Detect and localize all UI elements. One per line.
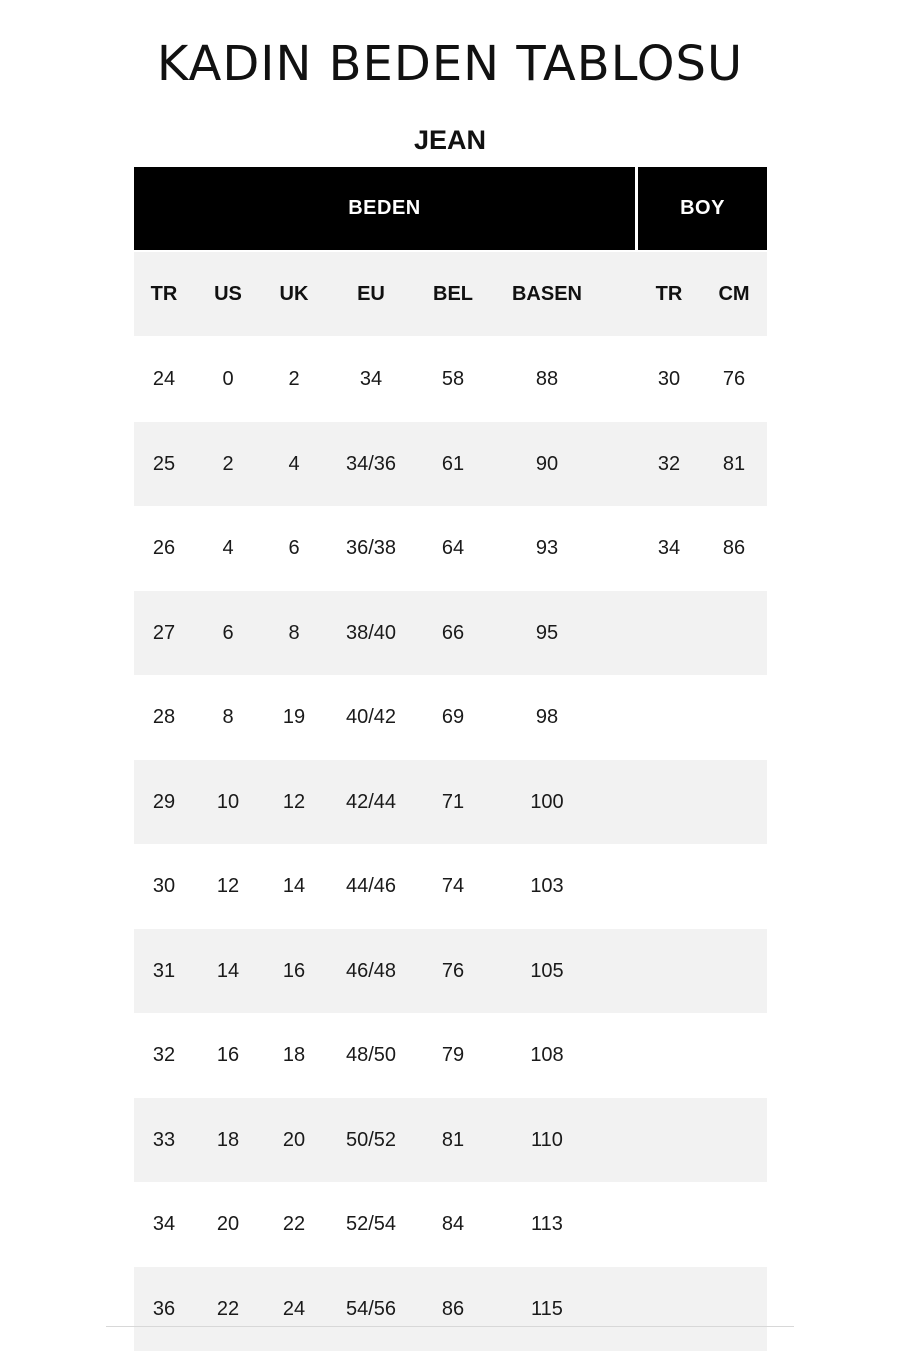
cell-eu: 54/56 xyxy=(345,1298,397,1320)
table-row xyxy=(134,422,767,506)
cell-boy-tr xyxy=(639,844,699,928)
cell-uk: 19 xyxy=(282,706,306,728)
cell-us: 6 xyxy=(222,622,234,644)
table-row xyxy=(134,591,767,675)
cell-eu: 52/54 xyxy=(345,1213,397,1235)
cell-eu: 40/42 xyxy=(345,706,397,728)
cell-boy-tr xyxy=(639,929,699,1013)
cell-bel: 79 xyxy=(441,1044,465,1066)
group-header-beden: BEDEN xyxy=(134,167,635,250)
table-row xyxy=(134,760,767,844)
cell-basen: 113 xyxy=(531,1213,563,1235)
cell-uk: 18 xyxy=(282,1044,306,1066)
cell-boy-tr xyxy=(639,1013,699,1097)
cell-boy-cm xyxy=(704,675,764,759)
cell-eu: 38/40 xyxy=(345,622,397,644)
cell-uk: 8 xyxy=(288,622,300,644)
cell-bel: 58 xyxy=(441,368,465,390)
cell-boy-cm: 81 xyxy=(722,453,746,475)
column-header-basen: BASEN xyxy=(511,283,582,305)
table-row xyxy=(134,337,767,421)
cell-boy-cm xyxy=(704,760,764,844)
cell-boy-tr: 30 xyxy=(657,368,681,390)
bottom-divider xyxy=(106,1326,794,1327)
column-header-eu: EU xyxy=(357,283,385,305)
cell-bel: 74 xyxy=(441,875,465,897)
table-row xyxy=(134,1267,767,1351)
cell-tr: 31 xyxy=(152,960,176,982)
cell-boy-cm xyxy=(704,1013,764,1097)
cell-uk: 14 xyxy=(282,875,306,897)
cell-bel: 61 xyxy=(441,453,465,475)
cell-basen: 95 xyxy=(535,622,559,644)
cell-us: 20 xyxy=(216,1213,240,1235)
table-row xyxy=(134,1182,767,1266)
cell-us: 16 xyxy=(216,1044,240,1066)
cell-basen: 93 xyxy=(535,537,559,559)
cell-tr: 32 xyxy=(152,1044,176,1066)
cell-boy-cm xyxy=(704,844,764,928)
cell-boy-cm xyxy=(704,1182,764,1266)
cell-bel: 86 xyxy=(441,1298,465,1320)
cell-us: 22 xyxy=(216,1298,240,1320)
table-row xyxy=(134,506,767,590)
cell-boy-cm: 86 xyxy=(722,537,746,559)
column-header-row xyxy=(134,252,767,336)
cell-basen: 105 xyxy=(530,960,564,982)
cell-uk: 22 xyxy=(282,1213,306,1235)
cell-bel: 71 xyxy=(441,791,465,813)
cell-tr: 36 xyxy=(152,1298,176,1320)
cell-uk: 20 xyxy=(282,1129,306,1151)
cell-bel: 84 xyxy=(441,1213,465,1235)
cell-tr: 30 xyxy=(152,875,176,897)
cell-us: 4 xyxy=(222,537,234,559)
cell-bel: 66 xyxy=(441,622,465,644)
cell-boy-tr: 32 xyxy=(657,453,681,475)
column-header-boy-tr: TR xyxy=(655,283,683,305)
section-title-jean: JEAN xyxy=(413,125,487,155)
cell-boy-tr xyxy=(639,675,699,759)
table-row xyxy=(134,844,767,928)
cell-tr: 28 xyxy=(152,706,176,728)
column-header-tr: TR xyxy=(150,283,178,305)
cell-us: 2 xyxy=(222,453,234,475)
cell-boy-cm xyxy=(704,1098,764,1182)
cell-basen: 88 xyxy=(535,368,559,390)
cell-boy-cm xyxy=(704,1267,764,1351)
cell-bel: 69 xyxy=(441,706,465,728)
cell-tr: 33 xyxy=(152,1129,176,1151)
cell-us: 10 xyxy=(216,791,240,813)
cell-eu: 36/38 xyxy=(345,537,397,559)
cell-uk: 24 xyxy=(282,1298,306,1320)
cell-tr: 25 xyxy=(152,453,176,475)
cell-us: 18 xyxy=(216,1129,240,1151)
cell-boy-tr xyxy=(639,760,699,844)
cell-basen: 103 xyxy=(530,875,564,897)
cell-us: 14 xyxy=(216,960,240,982)
cell-uk: 2 xyxy=(288,368,300,390)
cell-eu: 50/52 xyxy=(345,1129,397,1151)
cell-boy-tr xyxy=(639,1267,699,1351)
cell-uk: 6 xyxy=(288,537,300,559)
cell-basen: 90 xyxy=(535,453,559,475)
cell-basen: 100 xyxy=(530,791,564,813)
column-header-us: US xyxy=(214,283,242,305)
cell-eu: 48/50 xyxy=(345,1044,397,1066)
column-header-boy-cm: CM xyxy=(718,283,750,305)
cell-basen: 108 xyxy=(530,1044,564,1066)
cell-boy-tr xyxy=(639,1098,699,1182)
cell-boy-tr: 34 xyxy=(657,537,681,559)
cell-boy-cm xyxy=(704,591,764,675)
cell-tr: 26 xyxy=(152,537,176,559)
cell-boy-tr xyxy=(639,1182,699,1266)
cell-eu: 34 xyxy=(359,368,383,390)
cell-eu: 44/46 xyxy=(345,875,397,897)
table-row xyxy=(134,1013,767,1097)
cell-bel: 76 xyxy=(441,960,465,982)
cell-uk: 16 xyxy=(282,960,306,982)
cell-uk: 12 xyxy=(282,791,306,813)
cell-tr: 27 xyxy=(152,622,176,644)
cell-eu: 46/48 xyxy=(345,960,397,982)
cell-tr: 29 xyxy=(152,791,176,813)
cell-us: 12 xyxy=(216,875,240,897)
page-title: KADIN BEDEN TABLOSU xyxy=(156,36,744,92)
column-header-bel: BEL xyxy=(433,283,473,305)
cell-basen: 110 xyxy=(531,1129,563,1151)
column-header-uk: UK xyxy=(279,283,309,305)
table-row xyxy=(134,929,767,1013)
table-row xyxy=(134,1098,767,1182)
cell-us: 0 xyxy=(222,368,234,390)
table-row xyxy=(134,675,767,759)
cell-uk: 4 xyxy=(288,453,300,475)
cell-basen: 98 xyxy=(535,706,559,728)
cell-us: 8 xyxy=(222,706,234,728)
cell-basen: 115 xyxy=(531,1298,563,1320)
cell-boy-tr xyxy=(639,591,699,675)
cell-bel: 81 xyxy=(441,1129,465,1151)
cell-boy-cm: 76 xyxy=(722,368,746,390)
cell-eu: 34/36 xyxy=(345,453,397,475)
cell-bel: 64 xyxy=(441,537,465,559)
cell-tr: 34 xyxy=(152,1213,176,1235)
cell-boy-cm xyxy=(704,929,764,1013)
group-header-boy: BOY xyxy=(638,167,767,250)
cell-tr: 24 xyxy=(152,368,176,390)
cell-eu: 42/44 xyxy=(345,791,397,813)
